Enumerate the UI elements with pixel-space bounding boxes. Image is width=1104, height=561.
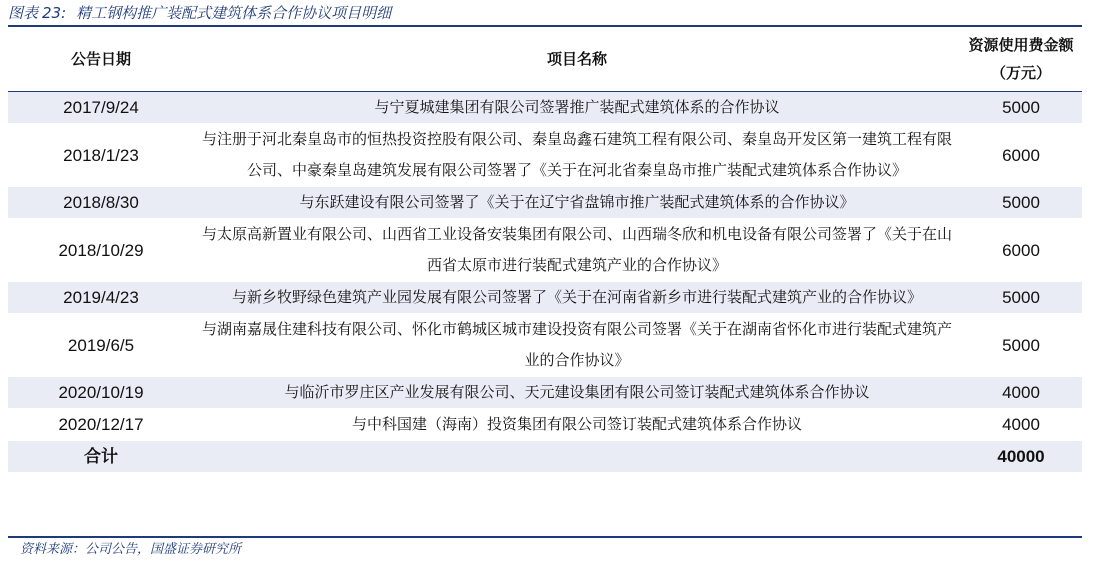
header-amount: 资源使用费金额（万元） — [960, 27, 1082, 92]
caption-title: 精工钢构推广装配式建筑体系合作协议项目明细 — [76, 4, 392, 22]
row-name: 与湖南嘉晟住建科技有限公司、怀化市鹤城区城市建设投资有限公司签署《关于在湖南省怀化市进行装配式建筑产业的合作协议》 — [194, 314, 960, 377]
row-amount: 6000 — [960, 124, 1082, 187]
row-date: 2018/1/23 — [8, 124, 194, 187]
row-name: 与中科国建（海南）投资集团有限公司签订装配式建筑体系合作协议 — [194, 409, 960, 441]
row-amount: 4000 — [960, 377, 1082, 409]
row-name: 与注册于河北秦皇岛市的恒热投资控股有限公司、秦皇岛鑫石建筑工程有限公司、秦皇岛开发区第一建筑工程有限公司、中豪秦皇岛建筑发展有限公司签署了《关于在河北省秦皇岛市推广装配式建筑体系合作协议》 — [194, 124, 960, 187]
header-row — [8, 27, 1082, 92]
contract-table — [8, 27, 1082, 473]
caption-number: 23: — [42, 4, 67, 22]
row-name: 与宁夏城建集团有限公司签署推广装配式建筑体系的合作协议 — [194, 92, 960, 124]
row-date: 2018/10/29 — [8, 219, 194, 282]
total-amount: 40000 — [960, 441, 1082, 473]
bottom-rule — [8, 536, 1082, 538]
header-name: 项目名称 — [194, 27, 960, 92]
source-note: 资料来源：公司公告，国盛证券研究所 — [20, 542, 242, 557]
table-row — [8, 124, 1082, 187]
header-date: 公告日期 — [8, 27, 194, 92]
row-name: 与临沂市罗庄区产业发展有限公司、天元建设集团有限公司签订装配式建筑体系合作协议 — [194, 377, 960, 409]
table-row — [8, 314, 1082, 377]
row-date: 2019/6/5 — [8, 314, 194, 377]
row-date: 2017/9/24 — [8, 92, 194, 124]
row-date: 2020/12/17 — [8, 409, 194, 441]
total-spacer — [194, 441, 960, 473]
row-date: 2018/8/30 — [8, 187, 194, 219]
row-name: 与新乡牧野绿色建筑产业园发展有限公司签署了《关于在河南省新乡市进行装配式建筑产业的合作协议》 — [194, 282, 960, 314]
row-name: 与太原高新置业有限公司、山西省工业设备安装集团有限公司、山西瑞冬欣和机电设备有限公司签署了《关于在山西省太原市进行装配式建筑产业的合作协议》 — [194, 219, 960, 282]
total-label: 合计 — [8, 441, 194, 473]
row-date: 2020/10/19 — [8, 377, 194, 409]
row-amount: 5000 — [960, 92, 1082, 124]
table-row — [8, 377, 1082, 409]
table-row — [8, 92, 1082, 124]
figure-caption — [8, 2, 391, 24]
row-date: 2019/4/23 — [8, 282, 194, 314]
row-amount: 4000 — [960, 409, 1082, 441]
row-amount: 5000 — [960, 187, 1082, 219]
total-row — [8, 441, 1082, 473]
table-row — [8, 187, 1082, 219]
row-amount: 5000 — [960, 314, 1082, 377]
table-row — [8, 219, 1082, 282]
row-name: 与东跃建设有限公司签署了《关于在辽宁省盘锦市推广装配式建筑体系的合作协议》 — [194, 187, 960, 219]
table-row — [8, 409, 1082, 441]
table-row — [8, 282, 1082, 314]
caption-label: 图表 — [8, 4, 39, 22]
row-amount: 5000 — [960, 282, 1082, 314]
row-amount: 6000 — [960, 219, 1082, 282]
